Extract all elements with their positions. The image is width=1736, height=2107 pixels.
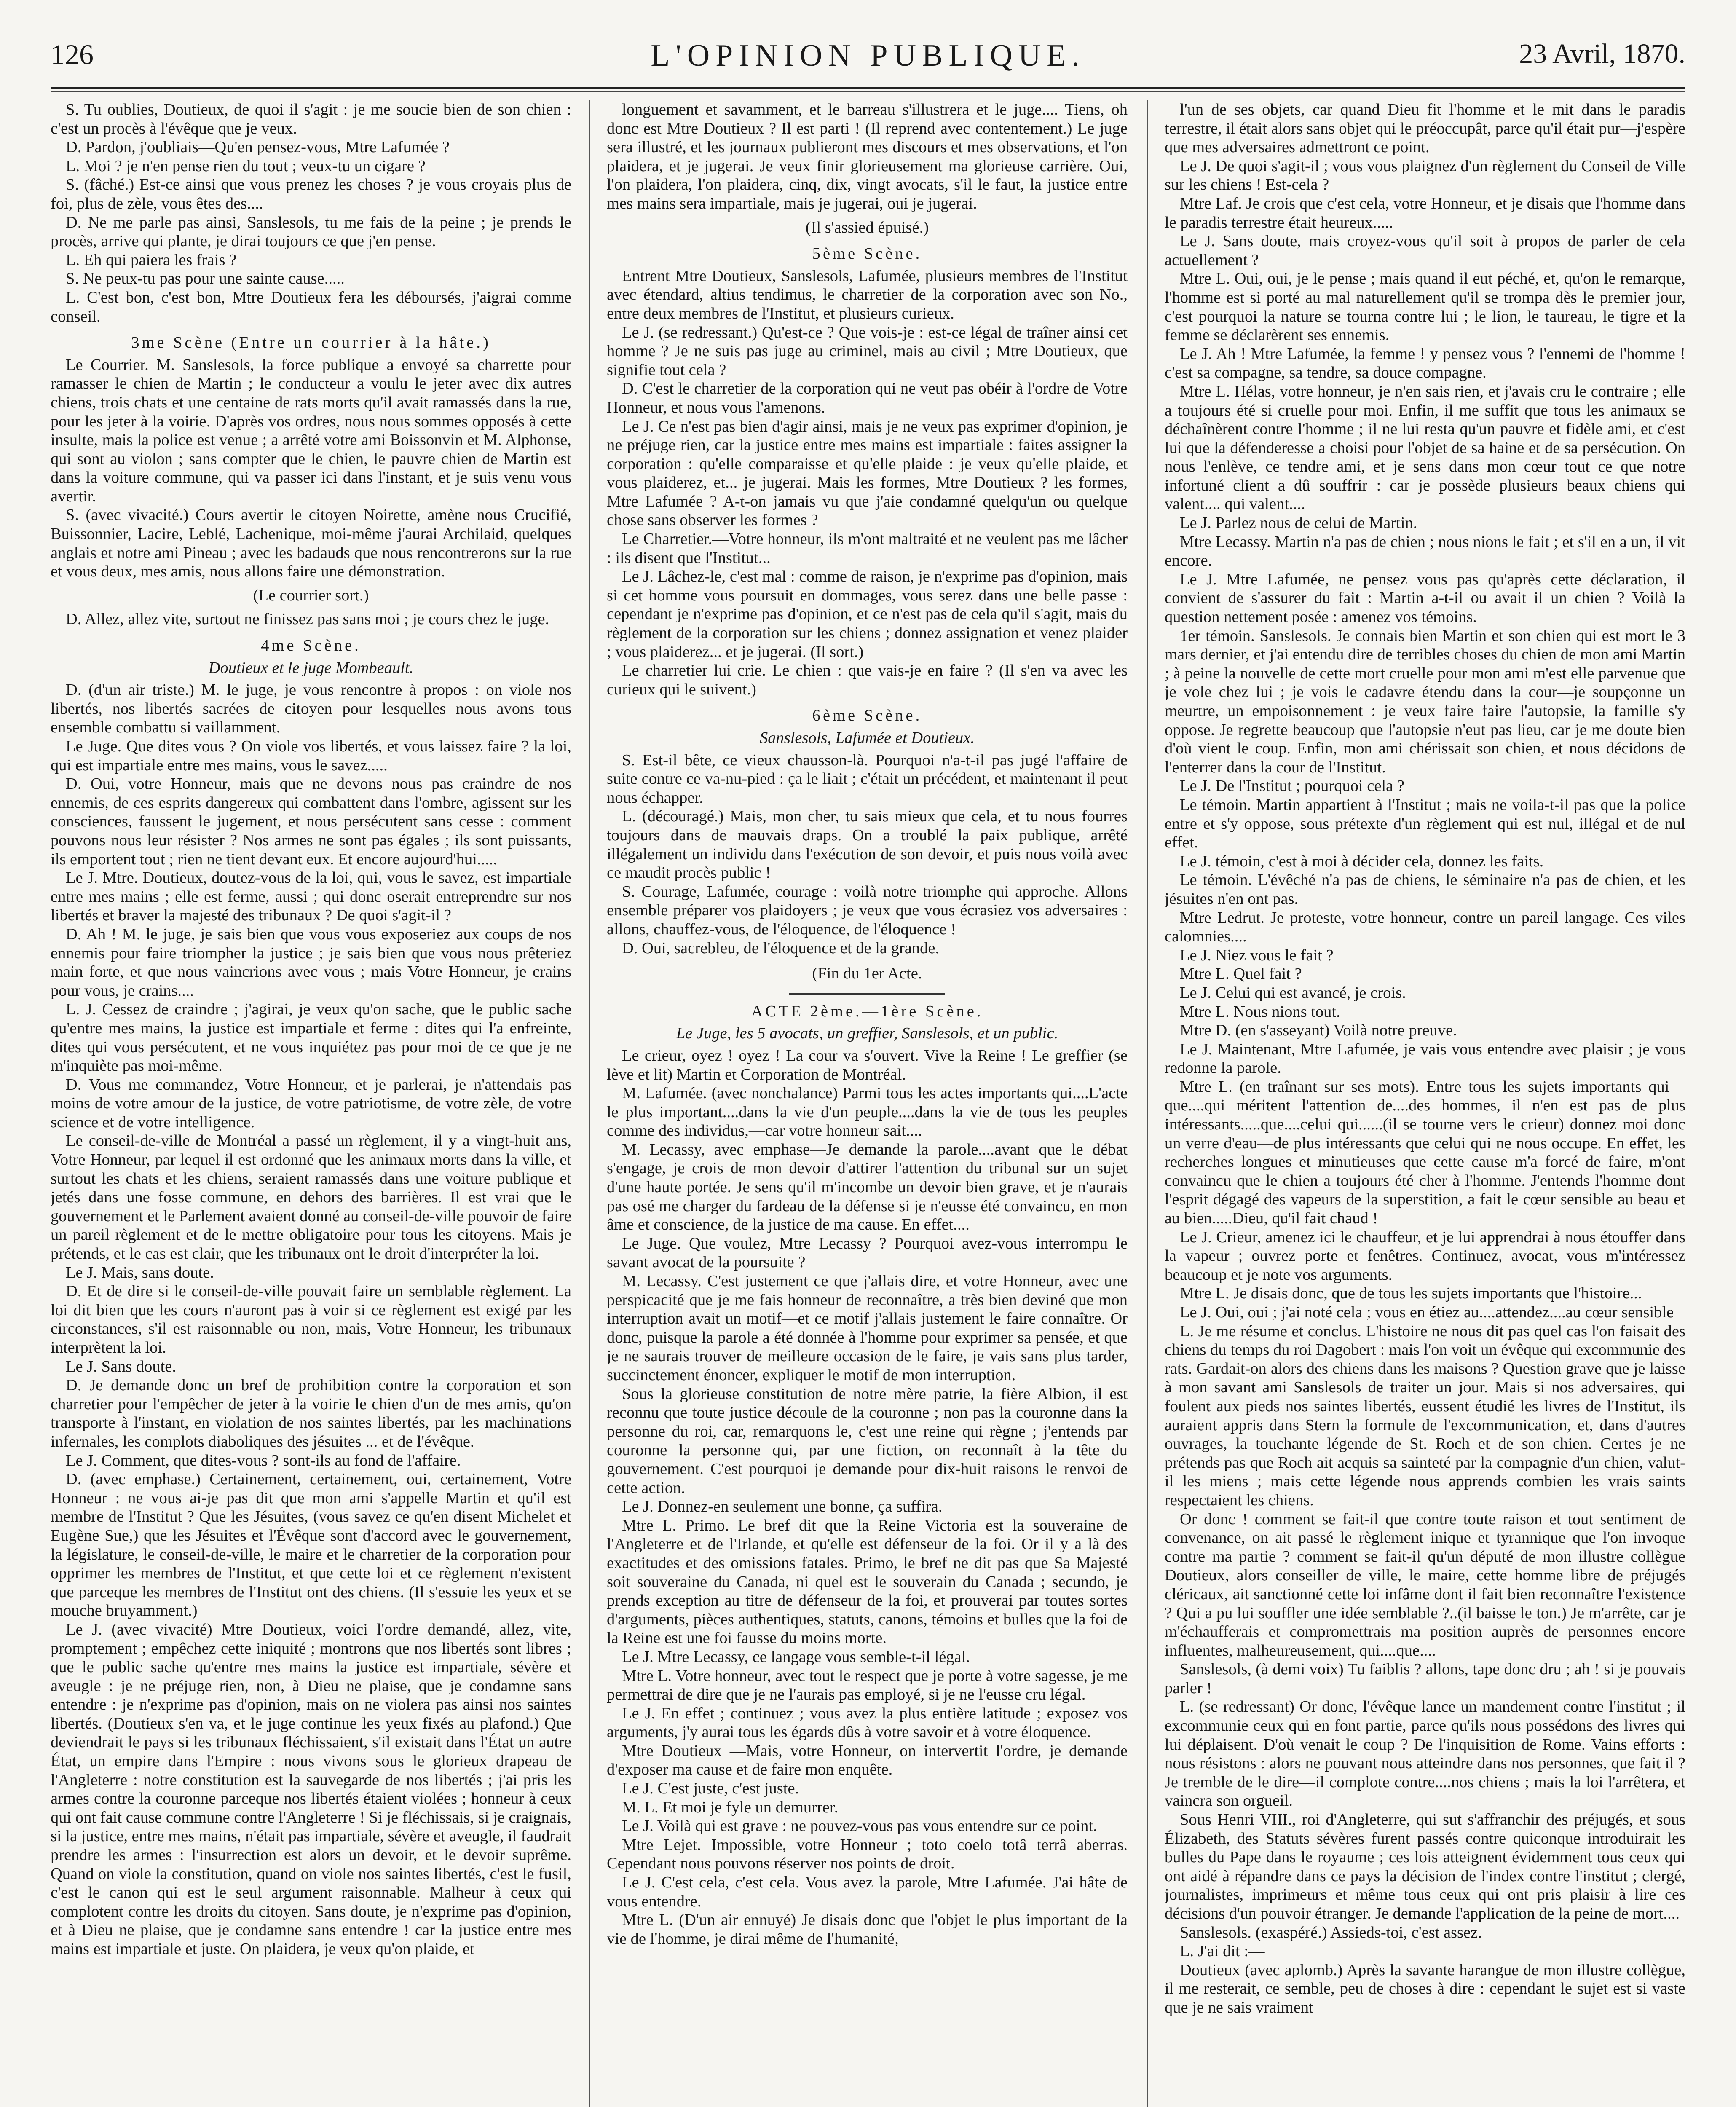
masthead [51, 38, 1685, 84]
paragraph: M. Lafumée. (avec nonchalance) Parmi tous les actes importants qui....L'acte le plus important....dans la vie d'un peuple....dans la vie de tous les peuples comme des individus,—car votre honneur sait.... [607, 1084, 1128, 1140]
stage-direction: (Le courrier sort.) [253, 586, 369, 604]
scene-heading: ACTE 2ème.—1ère Scène. [751, 1002, 983, 1020]
paragraph: Entrent Mtre Doutieux, Sanslesols, Lafumée, plusieurs membres de l'Institut avec étendard, altius tendimus, le charretier de la corporation avec son No., entre deux membres de l'Institut, et plusieurs curieux. [607, 267, 1128, 322]
paragraph: Mtre L. (en traînant sur ses mots). Entre tous les sujets importants qui—que....qui méritent l'attention de....des hommes, il n'en est pas de plus intéressants.....que....celui qui......(il se tourne vers le crieur) donnez moi donc un verre d'eau—de plus intéressants que celui qui ne nous occupe. En effet, les recherches longues et minutieuses que cette cause m'a forcé de faire, m'ont convaincu que le chien a toujours été cher à l'homme. J'entends l'homme dont l'esprit dégagé des vapeurs de la superstition, a fait le cœur sensible au beau et au bien.....Dieu, qu'il fait chaud ! [1165, 1078, 1685, 1228]
paragraph: longuement et savamment, et le barreau s'illustrera et le juge.... Tiens, oh donc est Mtre Doutieux ? Il est parti ! (Il reprend avec contentement.) Le juge sera illustré, et les journaux publieront mes discours et mes observations, et l'on plaidera, et je jugerai. Je veux finir glorieusement ma glorieuse carrière. Oui, l'on plaidera, l'on plaidera, cinq, dix, vingt avocats, s'il le faut, la justice entre mes mains sera impartiale, mais je jugerai, oui je jugerai. [607, 101, 1128, 212]
paragraph: D. Ne me parle pas ainsi, Sanslesols, tu me fais de la peine ; je prends le procès, arrive qui plante, je dirai toujours ce que j'en pense. [51, 213, 571, 250]
paragraph: Sous la glorieuse constitution de notre mère patrie, la fière Albion, il est reconnu que toute justice découle de la couronne ; non pas la couronne dans la personne du roi, car, remarquons le, c'est une reine qui règne ; j'entends par couronne la personne qui, par une fiction, on reconnaît à la tête du gouvernement. C'est pourquoi je demande pour dix-huit raisons le renvoi de cette action. [607, 1385, 1128, 1497]
paragraph: Le J. Parlez nous de celui de Martin. [1180, 514, 1417, 532]
paragraph: D. Allez, allez vite, surtout ne finissez pas sans moi ; je cours chez le juge. [66, 610, 549, 628]
paragraph: M. Lecassy, avec emphase—Je demande la parole....avant que le débat s'engage, je crois de mon devoir d'attirer l'attention du tribunal sur un sujet d'une haute portée. Je sens qu'il m'incombe un devoir bien grave, et je n'aurais pas osé me charger du fardeau de la défense si je n'eusse été convaincu, en mon âme et conscience, de la justice de ma cause. En effet.... [607, 1140, 1128, 1234]
paragraph: Mtre L. Quel fait ? [1180, 965, 1302, 983]
paragraph: Le J. De l'Institut ; pourquoi cela ? [1180, 777, 1404, 795]
paragraph: Le charretier lui crie. Le chien : que vais-je en faire ? (Il s'en va avec les curieux qui le suivent.) [607, 662, 1128, 698]
paragraph: D. (avec emphase.) Certainement, certainement, oui, certainement, Votre Honneur : ne vous ai-je pas dit que mon ami s'appelle Martin et qu'il est membre de l'Institut ? Que les Jésuites, (vous savez ce qu'en disent Michelet et Eugène Sue,) que les Jésuites et l'Évêque sont d'accord avec le gouvernement, la législature, le conseil-de-ville, le maire et le charretier de la corporation pour opprimer les membres de l'Institut, et que cette loi et ce règlement n'existent que parceque les membres de l'Institut ont des chiens. (Il s'essuie les yeux et se mouche bruyamment.) [51, 1470, 571, 1620]
paragraph: Le J. Ce n'est pas bien d'agir ainsi, mais je ne veux pas exprimer d'opinion, je ne préjuge rien, car la justice entre mes mains est impartiale : faites assigner la corporation : qu'elle comparaisse et qu'elle plaide : je veux qu'elle plaide, et vous plaiderez, et... je jugerai. Mais les formes, Mtre Doutieux ? les formes, Mtre Lafumée ? A-t-on jamais vu que j'aie condamné quelqu'un ou quelque chose sans observer les formes ? [607, 417, 1128, 529]
paragraph: Le conseil-de-ville de Montréal a passé un règlement, il y a vingt-huit ans, Votre Honneur, par lequel il est ordonné que les animaux morts dans la ville, et surtout les chats et les chiens, seraient ramassés dans une voiture publique et jetés dans une fosse commune, en dehors des barrières. Il est vrai que le gouvernement et le Parlement avaient donné au conseil-de-ville pouvoir de faire un pareil règlement et de le mettre obligatoire pour tous les citoyens. Mais je prétends, et le cas est clair, que les tribunaux ont le droit d'interpréter la loi. [51, 1132, 571, 1263]
paragraph: Mtre L. Hélas, votre honneur, je n'en sais rien, et j'avais cru le contraire ; elle a toujours été si cruelle pour moi. Enfin, il me suffit que tous les animaux se déchaînèrent contre l'homme ; il ne lui resta qu'un pauvre et fidèle ami, et c'est lui que la défenderesse a choisi pour l'objet de sa haine et de sa persécution. On nous l'enlève, ce tendre ami, et je sens dans mon cœur tout ce que notre infortuné client a dû souffrir : car je possède plusieurs beaux chiens qui valent.... qui valent.... [1165, 382, 1685, 513]
page-number: 126 [51, 38, 94, 70]
paragraph: Le J. (se redressant.) Qu'est-ce ? Que vois-je : est-ce légal de traîner ainsi cet homme ? Je ne suis pas juge au criminel, mais au civil ; Mtre Doutieux, que signifie tout cela ? [607, 323, 1128, 379]
paragraph: Mtre D. (en s'asseyant) Voilà notre preuve. [1180, 1021, 1457, 1040]
paragraph: l'un de ses objets, car quand Dieu fit l'homme et le mit dans le paradis terrestre, il était alors sans objet qui le préoccupât, parce qu'il était pur—j'espère que mes adversaires admettront ce point. [1165, 101, 1685, 156]
paragraph: D. Oui, sacrebleu, de l'éloquence et de la grande. [622, 939, 940, 957]
scene-heading: 5ème Scène. [812, 245, 922, 263]
paragraph: Le J. Donnez-en seulement une bonne, ça suffira. [622, 1498, 943, 1516]
paragraph: L. Je me résume et conclus. L'histoire ne nous dit pas quel cas l'on faisait des chiens du temps du roi Dagobert : mais l'on voit un évêque qui excommunie des rats. Gardait-on alors des chiens dans les maisons ? Question grave que je laisse à mon savant ami Sanslesols de traiter un jour. Mais si nos adversaires, qui foulent aux pieds nos saintes libertés, eussent étudié les livres de l'Institut, ils auraient appris dans Stern la formule de l'excommunication, et, dans d'autres ouvrages, la touchante légende de St. Roch et de son chien. Certes je ne prétends pas que Roch ait acquis sa sainteté par la compagnie d'un chien, valut-il les miens ; mais cette légende nous apprends combien les vrais saints respectaient les chiens. [1165, 1322, 1685, 1509]
paragraph: Le J. De quoi s'agit-il ; vous vous plaignez d'un règlement du Conseil de Ville sur les chiens ! Est-cela ? [1165, 157, 1685, 194]
paragraph: Le J. Niez vous le fait ? [1180, 946, 1334, 964]
paragraph: Le témoin. L'évêché n'a pas de chiens, le séminaire n'a pas de chien, et les jésuites n'en ont pas. [1165, 871, 1685, 908]
header-rule-thin [51, 91, 1685, 92]
paragraph: L. (découragé.) Mais, mon cher, tu sais mieux que cela, et tu nous fourres toujours dans de mauvais draps. On a troublé la paix publique, arrêté illégalement un individu dans l'exécution de son devoir, et puis nous voilà avec ce maudit procès public ! [607, 807, 1128, 882]
paragraph: Le J. Mais, sans doute. [66, 1263, 214, 1281]
paragraph: Mtre Ledrut. Je proteste, votre honneur, contre un pareil langage. Ces viles calomnies.... [1165, 909, 1685, 946]
paragraph: Le J. Mtre Lafumée, ne pensez vous pas qu'après cette déclaration, il convient de s'assurer du fait : Martin a-t-il ou avait il un chien ? Voilà la question nettement posée : amenez vos témoins. [1165, 570, 1685, 626]
paragraph: Le J. Voilà qui est grave : ne pouvez-vous pas vous entendre sur ce point. [622, 1817, 1097, 1835]
paragraph: Le J. Ah ! Mtre Lafumée, la femme ! y pensez vous ? l'ennemi de l'homme ! c'est sa compagne, sa tendre, sa douce compagne. [1165, 345, 1685, 382]
paragraph: Le J. (avec vivacité) Mtre Doutieux, voici l'ordre demandé, allez, vite, promptement ; empêchez cette iniquité ; montrons que nos libertés sont libres ; que le public sache qu'entre mes mains la justice est impartiale, sévère et aveugle : je ne préjuge rien, non, à Dieu ne plaise, que je condamne sans entendre : je n'exprime pas d'opinion, mais on ne violera pas ainsi nos saintes libertés. (Doutieux s'en va, et le juge continue les yeux fixés au plafond.) Que deviendrait le pays si les tribunaux fléchissaient, s'il existait dans l'État un autre État, un empire dans l'Empire : nous vivons sous le glorieux drapeau de l'Angleterre : notre constitution est la sauvegarde de nos libertés ; j'ai pris les armes contre la couronne parceque nos libertés étaient violées ; honneur à ceux qui ont fait cause commune contre l'Angleterre ! Si je fléchissais, si je craignais, si la justice, entre mes mains, n'était pas impartiale, sévère et aveugle, il faudrait prendre les armes : l'insurrection est alors un devoir, et le devoir suprême. Quand on viole la constitution, quand on viole nos saintes libertés, c'est le fusil, c'est le canon qui est le seul argument raisonnable. Malheur à ceux qui complotent contre les droits du citoyen. Sans doute, je n'exprime pas d'opinion, et à Dieu ne plaise, que je condamne sans entendre ! car la justice entre mes mains est impartiale et juste. On plaidera, je veux qu'on plaide, et [51, 1620, 571, 1958]
paragraph: Sanslesols. (exaspéré.) Assieds-toi, c'est assez. [1180, 1923, 1482, 1941]
paragraph: M. Lecassy. C'est justement ce que j'allais dire, et votre Honneur, avec une perspicacité que je me fais honneur de reconnaître, a très bien deviné que mon interruption avait un motif—et ce motif j'allais justement le faire connaître. Or donc, puisque la parole a été donnée à l'homme pour exprimer sa pensée, et que je ne saurais trouver de meilleure occasion de le faire, je vais sans plus tarder, succinctement énoncer, expliquer le motif de mon interruption. [607, 1272, 1128, 1384]
column-divider [589, 100, 590, 2107]
paragraph: Mtre L. Votre honneur, avec tout le respect que je porte à votre sagesse, je me permettrai de dire que je ne l'aurais pas employé, si je ne l'eusse cru légal. [607, 1667, 1128, 1704]
paragraph: Le témoin. Martin appartient à l'Institut ; mais ne voila-t-il pas que la police entre et s'y oppose, sous prétexte d'un règlement qui est nul, illégal et de nul effet. [1165, 796, 1685, 852]
paragraph: S. (fâché.) Est-ce ainsi que vous prenez les choses ? je vous croyais plus de foi, plus de zèle, vous êtes des.... [51, 176, 571, 212]
column-2 [607, 100, 1128, 2107]
column-1 [51, 100, 571, 2107]
column-3 [1165, 100, 1685, 2107]
paragraph: D. Et de dire si le conseil-de-ville pouvait faire un semblable règlement. La loi dit bien que les cours n'auront pas à voir si ce règlement est exigé par les circonstances, s'il est raisonnable ou non, mais, Votre Honneur, les tribunaux interprètent la loi. [51, 1282, 571, 1356]
paragraph: Le Juge. Que voulez, Mtre Lecassy ? Pourquoi avez-vous interrompu le savant avocat de la poursuite ? [607, 1234, 1128, 1271]
paragraph: Le Courrier. M. Sanslesols, la force publique a envoyé sa charrette pour ramasser le chien de Martin ; le conducteur a voulu le jeter avec dix autres chiens, trois chats et une centaine de rats morts qu'il avait ramassés dans la rue, pour les jeter à la voirie. D'après vos ordres, nous nous sommes opposés à cette insulte, mais la police est venue ; a arrêté votre ami Boissonvin et M. Alphonse, qui sont au violon ; sans compter que le chien, le pauvre chien de Martin est dans la voiture commune, qui va passer ici dans l'instant, et je suis venu vous avertir. [51, 356, 571, 505]
paragraph: D. Pardon, j'oubliais—Qu'en pensez-vous, Mtre Lafumée ? [66, 138, 450, 156]
paragraph: Le J. Mtre. Doutieux, doutez-vous de la loi, qui, vous le savez, est impartiale entre mes mains ; elle est ferme, aussi ; qui donc oserait entreprendre sur nos libertés et braver la majesté des tribunaux ? De quoi s'agit-il ? [51, 869, 571, 925]
column-divider [1147, 100, 1148, 2107]
paragraph: Le J. Crieur, amenez ici le chauffeur, et je lui apprendrai à nous étouffer dans la vapeur ; ouvrez porte et fenêtres. Continuez, avocat, vous m'intéressez beaucoup et je note vos arguments. [1165, 1228, 1685, 1284]
paragraph: Le crieur, oyez ! oyez ! La cour va s'ouvert. Vive la Reine ! Le greffier (se lève et lit) Martin et Corporation de Montréal. [607, 1046, 1128, 1083]
issue-date: 23 Avril, 1870. [1519, 38, 1685, 69]
scene-heading: 4me Scène. [261, 637, 361, 655]
paragraph: Mtre L. (D'un air ennuyé) Je disais donc que l'objet le plus important de la vie de l'homme, je dirai même de l'humanité, [607, 1911, 1128, 1948]
scene-characters: Le Juge, les 5 avocats, un greffier, Sanslesols, et un public. [676, 1024, 1058, 1043]
paragraph: D. Je demande donc un bref de prohibition contre la corporation et son charretier pour l'empêcher de jeter à la voirie le chien d'un de mes amis, qu'on transporte à l'instant, en violation de nos saintes libertés, par les machinations infernales, les complots diaboliques des jésuites ... et de l'évêque. [51, 1376, 571, 1450]
paragraph: Le J. En effet ; continuez ; vous avez la plus entière latitude ; exposez vos arguments, j'y aurai tous les égards dûs à votre savoir et à votre éloquence. [607, 1704, 1128, 1741]
paragraph: Mtre L. Primo. Le bref dit que la Reine Victoria est la souveraine de l'Angleterre et de l'Irlande, et qu'elle est défenseur de la foi. Or il y a là des exactitudes et des omissions fatales. Primo, le bref ne dit pas que Sa Majesté soit souveraine du Canada, ni quel est le souverain du Canada ; secundo, je prends exception au titre de défenseur de la foi, et prouverai par toutes sortes d'arguments, pièces authentiques, statuts, canons, témoins et bulles que la foi de la Reine est une foi fausse du moins morte. [607, 1516, 1128, 1647]
paragraph: D. Vous me commandez, Votre Honneur, et je parlerai, je n'attendais pas moins de votre amour de la justice, de votre patriotisme, de votre zèle, de votre science et de votre intelligence. [51, 1075, 571, 1131]
header-rule [51, 87, 1685, 89]
paragraph: Sous Henri VIII., roi d'Angleterre, qui sut s'affranchir des préjugés, et sous Élizabeth, des Statuts sévères furent passés contre quiconque introduirait les bulles du Pape dans le royaume ; ces lois atteignent évidemment tous ceux qui ont aidé à répandre dans ce pays la décision de l'index contre l'institut ; clergé, journalistes, imprimeurs et même tous ceux qui ont pris plaisir à lire ces décisions d'un pouvoir étranger. Je demande l'application de la peine de mort.... [1165, 1811, 1685, 1922]
paragraph: Le J. Sans doute. [66, 1357, 176, 1375]
paragraph: M. L. Et moi je fyle un demurrer. [622, 1798, 839, 1816]
paragraph: Le J. Celui qui est avancé, je crois. [1180, 984, 1406, 1002]
paragraph: Mtre Lecassy. Martin n'a pas de chien ; nous nions le fait ; et s'il en a un, il vit encore. [1165, 533, 1685, 570]
paragraph: L. J'ai dit :— [1180, 1942, 1265, 1960]
scene-characters: Sanslesols, Lafumée et Doutieux. [759, 729, 975, 747]
paragraph: Le J. C'est cela, c'est cela. Vous avez la parole, Mtre Lafumée. J'ai hâte de vous entendre. [607, 1874, 1128, 1910]
paragraph: Le J. témoin, c'est à moi à décider cela, donnez les faits. [1180, 852, 1544, 870]
newspaper-title: L'OPINION PUBLIQUE. [651, 38, 1085, 73]
paragraph: Le J. Comment, que dites-vous ? sont-ils au fond de l'affaire. [66, 1451, 461, 1469]
paragraph: Le J. Sans doute, mais croyez-vous qu'il soit à propos de parler de cela actuellement ? [1165, 232, 1685, 269]
paragraph: Mtre L. Nous nions tout. [1180, 1003, 1340, 1021]
paragraph: L. Moi ? je n'en pense rien du tout ; veux-tu un cigare ? [66, 157, 426, 175]
scene-characters: Doutieux et le juge Mombeault. [208, 659, 414, 677]
scene-heading: 6ème Scène. [812, 707, 922, 725]
paragraph: D. (d'un air triste.) M. le juge, je vous rencontre à propos : on viole nos libertés, nos libertés sacrées de citoyen pour lesquelles nous avons tous ensemble combattu si vaillamment. [51, 681, 571, 737]
paragraph: Le J. C'est juste, c'est juste. [622, 1780, 799, 1798]
section-rule [789, 993, 946, 995]
paragraph: L. (se redressant) Or donc, l'évêque lance un mandement contre l'institut ; il excommunie ceux qui en font partie, parce qu'ils nous possédons des livres qui lui déplaisent. D'où venait le coup ? De l'inquisition de Rome. Vains efforts : nous résistons : alors ne pouvant nous atteindre dans nos personnes, que fait il ? Je tremble de le dire—il complote contre....nos chiens ; mais la loi l'arrêtera, et vaincra son orgueil. [1165, 1698, 1685, 1810]
paragraph: Le J. Oui, oui ; j'ai noté cela ; vous en étiez au....attendez....au cœur sensible [1180, 1303, 1674, 1321]
paragraph: Mtre L. Je disais donc, que de tous les sujets importants que l'histoire... [1180, 1284, 1642, 1303]
paragraph: Mtre L. Oui, oui, je le pense ; mais quand il eut péché, et, qu'on le remarque, l'homme est si porté au mal naturellement qu'il se trompa dès le premier jour, c'est pourquoi la nature se tourna contre lui ; le lion, le taureau, le tigre et la femme se déclarèrent ses ennemis. [1165, 270, 1685, 344]
paragraph: L. C'est bon, c'est bon, Mtre Doutieux fera les déboursés, j'aigrai comme conseil. [51, 288, 571, 325]
paragraph: S. Est-il bête, ce vieux chausson-là. Pourquoi n'a-t-il pas jugé l'affaire de suite contre ce va-nu-pied : ça le liait ; c'était un précédent, et maintenant il peut nous échapper. [607, 751, 1128, 807]
paragraph: Or donc ! comment se fait-il que contre toute raison et tout sentiment de convenance, on ait passé le règlement inique et tyrannique que l'on invoque contre ma partie ? comment se fait-il qu'un député de mon illustre collègue Doutieux, alors conseiller de ville, le maire, cette homme libre de préjugés cléricaux, ait sanctionné cette loi infâme dont il fait bien reconnaître l'existence ? Qui a pu lui souffler une idée semblable ?..(il baisse le ton.) Je m'arrête, car je m'échaufferais et compromettrais ma position auprès de personnes encore influentes, malheureusement, qui....que.... [1165, 1510, 1685, 1659]
paragraph: Le J. Mtre Lecassy, ce langage vous semble-t-il légal. [622, 1648, 970, 1666]
paragraph: Le Juge. Que dites vous ? On viole vos libertés, et vous laissez faire ? la loi, qui est impartiale entre mes mains, vous le savez..... [51, 737, 571, 774]
paragraph: Le Charretier.—Votre honneur, ils m'ont maltraité et ne veulent pas me lâcher : ils disent que l'Institut... [607, 530, 1128, 567]
paragraph: S. Tu oublies, Doutieux, de quoi il s'agit : je me soucie bien de son chien : c'est un procès à l'évêque que je veux. [51, 101, 571, 137]
paragraph: Mtre Doutieux —Mais, votre Honneur, on intervertit l'ordre, je demande d'exposer ma cause et de faire mon enquête. [607, 1742, 1128, 1779]
paragraph: Le J. Maintenant, Mtre Lafumée, je vais vous entendre avec plaisir ; je vous redonne la parole. [1165, 1040, 1685, 1077]
paragraph: 1er témoin. Sanslesols. Je connais bien Martin et son chien qui est mort le 3 mars dernier, et j'ai entendu dire de terribles choses du chien de mon ami Martin ; à peine la nouvelle de cette mort cruelle pour mon ami m'est elle parvenue que je vole chez lui ; je vois le cadavre étendu dans la cour—je soupçonne un meurtre, un empoisonnement : je veux faire faire l'autopsie, la famille s'y oppose. Je regrette beaucoup que l'autopsie n'eut pas lieu, car je me doute bien d'où vient le coup. Enfin, mon ami chérissait son chien, et nous décidons de l'enterrer dans la cour de l'Institut. [1165, 627, 1685, 776]
paragraph: Sanslesols, (à demi voix) Tu faiblis ? allons, tape donc dru ; ah ! si je pouvais parler ! [1165, 1660, 1685, 1697]
paragraph: S. Courage, Lafumée, courage : voilà notre triomphe qui approche. Allons ensemble préparer vos plaidoyers ; je veux que vous écrasiez vos adversaires : allons, chauffez-vous, de l'éloquence, de l'éloquence ! [607, 882, 1128, 938]
paragraph: D. Ah ! M. le juge, je sais bien que vous vous exposeriez aux coups de nos ennemis pour faire triompher la justice ; je sais bien que vous nous prêteriez main forte, et que nous vaincrions avec vous ; mais Votre Honneur, je crains pour vous, je crains.... [51, 925, 571, 1000]
act-end: (Fin du 1er Acte. [812, 965, 922, 983]
paragraph: S. Ne peux-tu pas pour une sainte cause..... [66, 270, 345, 288]
paragraph: Doutieux (avec aplomb.) Après la savante harangue de mon illustre collègue, il me resterait, ce semble, peu de choses à dire : cependant le sujet est si vaste que je ne sais vraiment [1165, 1961, 1685, 2016]
paragraph: S. (avec vivacité.) Cours avertir le citoyen Noirette, amène nous Crucifié, Buissonnier, Lacire, Leblé, Lachenique, moi-même j'aurai Archilaid, quelques anglais et notre ami Pineau ; avec les badauds que nous rencontrerons sur la rue et vous deux, mes amis, nous allons faire une démonstration. [51, 506, 571, 581]
stage-direction: (Il s'assied épuisé.) [805, 218, 929, 236]
paragraph: D. C'est le charretier de la corporation qui ne veut pas obéir à l'ordre de Votre Honneur, et nous vous l'amenons. [607, 380, 1128, 416]
paragraph: L. J. Cessez de craindre ; j'agirai, je veux qu'on sache, que le public sache qu'entre mes mains, la justice est impartiale et ferme : dites qui l'a enfreinte, dites qui vous persécutent, et ne vous inquiétez pas pour moi de ce que je ne m'inquiète pas moi-même. [51, 1000, 571, 1075]
scene-heading: 3me Scène (Entre un courrier à la hâte.) [131, 334, 491, 352]
paragraph: L. Eh qui paiera les frais ? [66, 251, 237, 269]
paragraph: D. Oui, votre Honneur, mais que ne devons nous pas craindre de nos ennemis, de ces esprits dangereux qui combattent dans l'ombre, agissent sur les consciences, faussent le jugement, et nous persécutent sans cesse : comment pouvons nous leur résister ? Nos armes ne sont pas égales ; ils sont puissants, ils emportent tout ; rien ne tient devant eux. Et encore aujourd'hui..... [51, 775, 571, 868]
paragraph: Le J. Lâchez-le, c'est mal : comme de raison, je n'exprime pas d'opinion, mais si cet homme vous poursuit en dommages, vous serez dans une belle passe : cependant je n'exprime pas d'opinion, et ce n'est pas de cela qu'il s'agit, mais du règlement de la corporation sur les chiens ; donnez assignation et venez plaider ; vous plaiderez... et je jugerai. (Il sort.) [607, 568, 1128, 661]
paragraph: Mtre Lejet. Impossible, votre Honneur ; toto coelo totâ terrâ aberras. Cependant nous pouvons réserver nos points de droit. [607, 1836, 1128, 1873]
paragraph: Mtre Laf. Je crois que c'est cela, votre Honneur, et je disais que l'homme dans le paradis terrestre était heureux..... [1165, 194, 1685, 231]
